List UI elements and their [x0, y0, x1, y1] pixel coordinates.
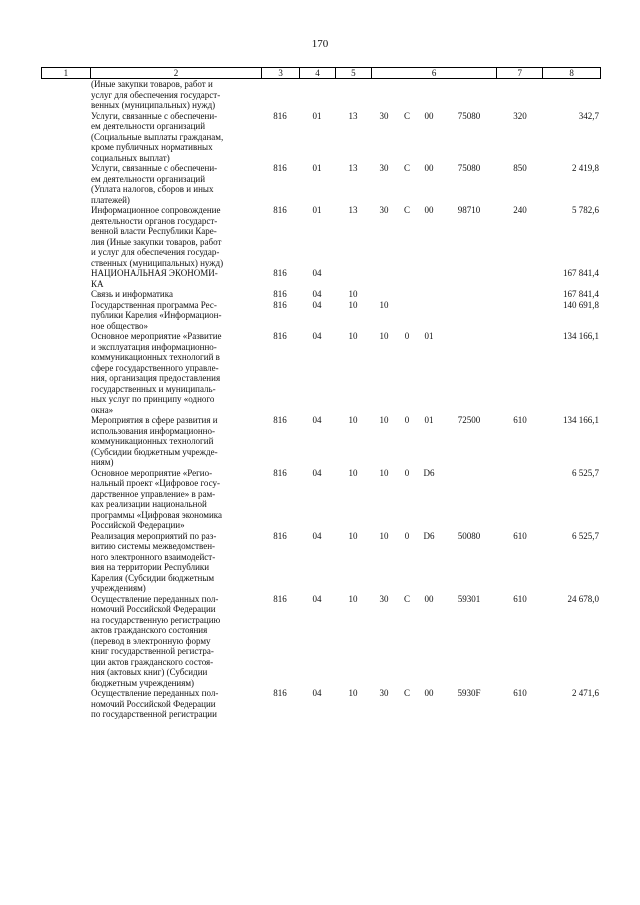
row-code-a: 30 — [379, 205, 389, 215]
row-code-b: 0 — [404, 415, 410, 425]
row-col-6 — [371, 300, 497, 332]
row-col-6 — [371, 79, 497, 111]
row-name: Услуги, связанные с обеспечени- ем деятельности организаций (Социальные выплаты гражданам, кроме публичных нормативных социальных выплат) — [91, 110, 224, 163]
row-col-7: 610 — [513, 415, 527, 425]
row-code-b — [397, 268, 417, 289]
row-col-3: 816 — [273, 593, 287, 604]
row-code-c: 01 — [424, 415, 434, 425]
row-code-c: 00 — [424, 110, 434, 121]
table-row — [41, 268, 601, 289]
row-code-b: С — [403, 110, 410, 121]
row-code-d — [441, 331, 497, 415]
table-row — [41, 468, 601, 531]
row-col-6 — [371, 688, 497, 720]
row-col-4: 04 — [312, 593, 322, 604]
row-col-8: 5 782,6 — [572, 205, 599, 215]
row-col-4: 04 — [312, 467, 322, 478]
row-col-3: 816 — [273, 415, 287, 425]
row-col-3: 816 — [273, 205, 287, 215]
row-col-8: 134 166,1 — [563, 415, 599, 425]
row-code-d: 5930F — [457, 688, 481, 698]
row-code-a: 10 — [379, 331, 389, 341]
row-col-4 — [299, 79, 335, 111]
table-row — [41, 289, 601, 300]
row-code-b: С — [403, 163, 410, 173]
row-col-4: 04 — [312, 688, 322, 698]
row-col-1 — [41, 268, 89, 289]
row-code-b — [397, 289, 417, 300]
row-code-d — [441, 268, 497, 289]
row-col-6 — [371, 205, 497, 268]
row-code-c: 00 — [424, 688, 434, 698]
page-number: 170 — [311, 38, 329, 50]
row-code-d — [441, 468, 497, 531]
row-col-8: 167 841,4 — [563, 289, 599, 299]
row-name: Осуществление переданных пол- номочий Российской Федерации по государственной регистрации — [91, 688, 219, 719]
row-col-4: 01 — [312, 110, 322, 121]
row-name: Основное мероприятие «Развитие и эксплуатация информационно- коммуникационных технологий в сфере государственного управле- ния, организация предоставления государственных и муниципаль- ных услуг по принципу «одного окна» — [91, 331, 222, 415]
row-col-5: 13 — [348, 205, 358, 215]
header-col-8: 8 — [542, 68, 600, 78]
row-col-8: 2 471,6 — [572, 688, 599, 698]
header-col-6: 6 — [371, 68, 497, 78]
row-code-d — [441, 300, 497, 332]
table-row — [41, 531, 601, 594]
row-col-8: 140 691,8 — [563, 299, 599, 310]
header-col-1: 1 — [63, 68, 69, 78]
row-col-1 — [41, 111, 89, 164]
table-row — [41, 79, 601, 111]
row-col-6 — [371, 594, 497, 689]
row-col-5: 10 — [348, 331, 358, 341]
row-col-3: 816 — [273, 110, 287, 121]
row-code-d: 50080 — [457, 530, 481, 541]
row-col-3: 816 — [273, 331, 287, 341]
row-col-5 — [335, 79, 371, 111]
row-col-1 — [41, 205, 89, 268]
row-col-5 — [335, 268, 371, 289]
row-code-d: 59301 — [457, 593, 481, 604]
row-col-5: 10 — [348, 688, 358, 698]
row-col-6 — [371, 289, 497, 300]
row-code-c — [417, 79, 441, 111]
row-col-3: 816 — [273, 163, 287, 173]
row-col-1 — [41, 331, 89, 415]
row-col-5: 10 — [348, 289, 358, 299]
row-code-d: 72500 — [457, 415, 481, 425]
row-col-1 — [41, 531, 89, 594]
row-col-5: 10 — [348, 467, 358, 478]
row-col-6 — [371, 331, 497, 415]
row-col-6 — [371, 111, 497, 164]
row-col-7: 320 — [513, 110, 527, 121]
row-code-a — [371, 79, 397, 111]
budget-table — [41, 67, 601, 720]
row-col-8: 6 525,7 — [572, 530, 599, 541]
row-col-5: 10 — [348, 415, 358, 425]
row-code-a: 10 — [379, 415, 389, 425]
row-col-6 — [371, 268, 497, 289]
table-row — [41, 205, 601, 268]
row-code-b: С — [403, 688, 410, 698]
row-col-4: 04 — [312, 331, 322, 341]
row-code-c: 00 — [424, 163, 434, 173]
table-row — [41, 163, 601, 205]
row-col-1 — [41, 289, 89, 300]
row-col-6 — [371, 468, 497, 531]
row-name: Мероприятия в сфере развития и использования информационно- коммуникационных технологий (Субсидии бюджетным учрежде- ниям) — [91, 415, 218, 467]
header-col-5: 5 — [335, 68, 371, 78]
row-col-8: 134 166,1 — [563, 331, 599, 341]
row-col-7: 610 — [513, 593, 527, 604]
row-name: Услуги, связанные с обеспечени- ем деятельности организаций (Уплата налогов, сборов и иных платежей) — [91, 163, 218, 205]
row-code-a — [371, 289, 397, 300]
row-code-c — [417, 289, 441, 300]
row-col-8: 24 678,0 — [567, 593, 599, 604]
table-row — [41, 594, 601, 689]
row-col-4: 04 — [312, 530, 322, 541]
row-col-3: 816 — [273, 268, 287, 278]
row-col-8: 2 419,8 — [572, 163, 599, 173]
row-col-7 — [497, 300, 543, 332]
row-col-7: 610 — [513, 530, 527, 541]
row-col-4: 04 — [312, 268, 322, 278]
row-col-8 — [543, 79, 601, 111]
row-col-5: 13 — [348, 110, 358, 121]
row-code-b: 0 — [404, 331, 410, 341]
row-name: Реализация мероприятий по раз- витию системы межведомствен- ного электронного взаимодейст- вия на территории Республики Карелия (Субсидии бюджетным учреждениям) — [91, 530, 217, 593]
row-col-3: 816 — [273, 530, 287, 541]
table-row — [41, 300, 601, 332]
row-code-a — [371, 268, 397, 289]
table-header — [41, 67, 601, 79]
row-code-a: 30 — [379, 688, 389, 698]
row-name: НАЦИОНАЛЬНАЯ ЭКОНОМИ- КА — [91, 268, 218, 289]
row-code-d: 75080 — [457, 110, 481, 121]
row-col-7 — [497, 79, 543, 111]
row-col-7 — [497, 331, 543, 415]
row-code-c: 00 — [424, 205, 434, 215]
row-col-1 — [41, 688, 89, 720]
row-col-7 — [497, 289, 543, 300]
row-col-1 — [41, 594, 89, 689]
row-code-d — [441, 79, 497, 111]
row-code-b — [397, 300, 417, 332]
row-code-a: 10 — [379, 467, 389, 478]
row-col-4: 04 — [312, 289, 322, 299]
row-code-b — [397, 79, 417, 111]
row-code-b: С — [403, 593, 410, 604]
row-col-5: 13 — [348, 163, 358, 173]
row-col-6 — [371, 163, 497, 205]
row-col-8: 342,7 — [578, 110, 599, 121]
row-code-a: 30 — [379, 163, 389, 173]
row-col-7 — [497, 268, 543, 289]
row-name: (Иные закупки товаров, работ и услуг для обеспечения государст- венных (муниципальных) нужд) — [91, 79, 221, 110]
row-col-6 — [371, 415, 497, 468]
row-col-1 — [41, 468, 89, 531]
row-name: Осуществление переданных пол- номочий Российской Федерации на государственную регистрацию актов гражданского состояния (перевод в электронную форму книг государственной регистра- ции актов гражданского состоя- ния (актовых книг) (Субсидии бюджетным учреждениям) — [91, 593, 221, 688]
row-code-c — [417, 300, 441, 332]
header-col-3: 3 — [261, 68, 299, 78]
row-col-3 — [261, 79, 299, 111]
row-col-4: 01 — [312, 205, 322, 215]
row-code-c: D6 — [423, 530, 435, 541]
row-col-8: 167 841,4 — [563, 268, 599, 278]
table-row — [41, 688, 601, 720]
table-row — [41, 415, 601, 468]
row-code-d: 98710 — [457, 205, 481, 215]
row-name: Связь и информатика — [91, 289, 173, 299]
row-col-4: 01 — [312, 163, 322, 173]
row-name: Государственная программа Рес- публики Карелия «Информацион- ное общество» — [91, 299, 222, 331]
row-col-3: 816 — [273, 299, 287, 310]
row-col-1 — [41, 163, 89, 205]
row-code-c — [417, 268, 441, 289]
row-code-a: 30 — [379, 110, 389, 121]
row-col-8: 6 525,7 — [572, 467, 599, 478]
row-col-7 — [497, 468, 543, 531]
row-col-7: 240 — [513, 205, 527, 215]
row-code-d: 75080 — [457, 163, 481, 173]
row-code-d — [441, 289, 497, 300]
row-col-3: 816 — [273, 688, 287, 698]
row-col-6 — [371, 531, 497, 594]
row-code-b: С — [403, 205, 410, 215]
row-col-4: 04 — [312, 299, 322, 310]
row-col-1 — [41, 415, 89, 468]
row-col-7: 850 — [513, 163, 527, 173]
header-col-7: 7 — [496, 68, 542, 78]
row-col-1 — [41, 300, 89, 332]
table-body — [41, 79, 601, 720]
header-col-4: 4 — [299, 68, 335, 78]
row-col-7: 610 — [513, 688, 527, 698]
row-col-5: 10 — [348, 530, 358, 541]
header-col-2: 2 — [90, 68, 261, 78]
row-code-b: 0 — [404, 467, 410, 478]
row-col-5: 10 — [348, 593, 358, 604]
row-code-b: 0 — [404, 530, 410, 541]
row-name: Информационное сопровождение деятельности органов государст- венной власти Республики Каре- лия (Иные закупки товаров, работ и услуг для обеспечения государ- ственных (муниципальных) нужд) — [91, 205, 224, 268]
row-code-a: 30 — [379, 593, 389, 604]
row-code-a: 10 — [379, 530, 389, 541]
table-row — [41, 111, 601, 164]
row-name: Основное мероприятие «Регио- нальный проект «Цифровое госу- дарственное управление» в рам- ках реализации национальной программы «Цифровая экономика Российской Федерации» — [91, 467, 223, 530]
row-code-c: 00 — [424, 593, 434, 604]
row-code-a: 10 — [379, 299, 389, 310]
row-code-c: 01 — [424, 331, 434, 341]
row-col-5: 10 — [348, 299, 358, 310]
row-code-c: D6 — [423, 467, 435, 478]
table-row — [41, 331, 601, 415]
row-col-4: 04 — [312, 415, 322, 425]
row-col-1 — [41, 79, 89, 111]
row-col-3: 816 — [273, 289, 287, 299]
row-col-3: 816 — [273, 467, 287, 478]
